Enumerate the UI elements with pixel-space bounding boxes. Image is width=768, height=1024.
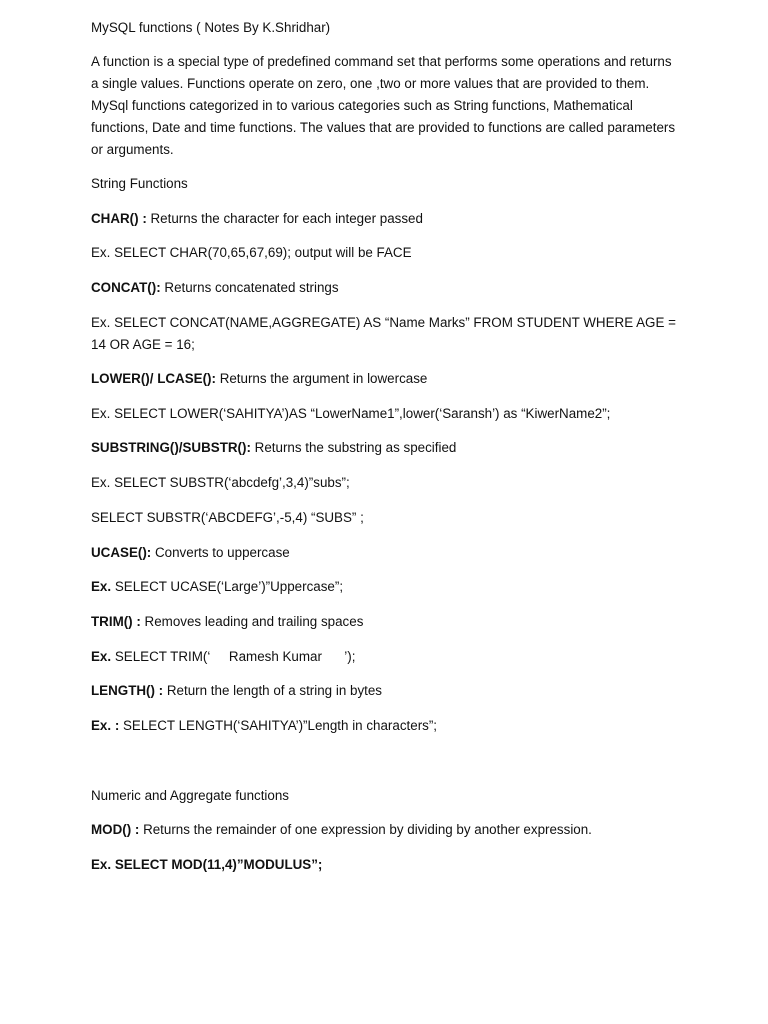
mod-definition (91, 819, 680, 841)
ucase-definition (91, 542, 680, 564)
ucase-example-code: SELECT UCASE(‘Large’)”Uppercase”; (111, 579, 344, 594)
ucase-example (91, 576, 680, 598)
trim-example-code: SELECT TRIM(‘ Ramesh Kumar ’); (111, 649, 356, 664)
mod-example: Ex. SELECT MOD(11,4)”MODULUS”; (91, 857, 323, 872)
concat-function-desc: Returns concatenated strings (160, 280, 339, 295)
length-function-name: LENGTH() : (91, 683, 164, 698)
lower-example: Ex. SELECT LOWER(‘SAHITYA’)AS “LowerName1”,lower(‘Saransh’) as “KiwerName2”; (91, 406, 611, 421)
mod-function-desc: Returns the remainder of one expression by dividing by another expression. (139, 822, 592, 837)
char-function-desc: Returns the character for each integer passed (146, 211, 423, 226)
length-example (91, 715, 680, 737)
char-example: Ex. SELECT CHAR(70,65,67,69); output will be FACE (91, 245, 412, 260)
length-definition (91, 680, 680, 702)
concat-definition (91, 277, 680, 299)
string-functions-heading: String Functions (91, 176, 188, 191)
substring-example-2: SELECT SUBSTR(‘ABCDEFG’,-5,4) “SUBS” ; (91, 510, 364, 525)
length-example-prefix: Ex. : (91, 718, 120, 733)
ucase-example-prefix: Ex. (91, 579, 112, 594)
document-title: MySQL functions ( Notes By K.Shridhar) (91, 20, 331, 35)
lower-definition (91, 368, 680, 390)
ucase-function-name: UCASE(): (91, 545, 152, 560)
lower-function-desc: Returns the argument in lowercase (215, 371, 428, 386)
trim-function-desc: Removes leading and trailing spaces (140, 614, 364, 629)
char-definition (91, 208, 680, 230)
numeric-functions-heading: Numeric and Aggregate functions (91, 788, 290, 803)
lower-function-name: LOWER()/ LCASE(): (91, 371, 216, 386)
substring-function-desc: Returns the substring as specified (250, 440, 457, 455)
concat-example: Ex. SELECT CONCAT(NAME,AGGREGATE) AS “Name Marks” FROM STUDENT WHERE AGE = 14 OR AGE = 16; (91, 315, 676, 352)
concat-function-name: CONCAT(): (91, 280, 161, 295)
length-function-desc: Return the length of a string in bytes (163, 683, 382, 698)
ucase-function-desc: Converts to uppercase (151, 545, 290, 560)
trim-function-name: TRIM() : (91, 614, 141, 629)
mod-function-name: MOD() : (91, 822, 140, 837)
substring-example-1: Ex. SELECT SUBSTR(‘abcdefg’,3,4)”subs”; (91, 475, 350, 490)
substring-function-name: SUBSTRING()/SUBSTR(): (91, 440, 251, 455)
substring-definition (91, 437, 680, 459)
trim-definition (91, 611, 680, 633)
char-function-name: CHAR() : (91, 211, 147, 226)
intro-paragraph: A function is a special type of predefined command set that performs some operations and returns a single values. Functions operate on zero, one ,two or more values that are provided to them. MySql functions categorized in to various categories such as String functions, Mathematical functions, Date and time functions. The values that are provided to functions are called parameters or arguments. (91, 54, 676, 157)
length-example-code: SELECT LENGTH(‘SAHITYA’)”Length in characters”; (119, 718, 438, 733)
trim-example-prefix: Ex. (91, 649, 112, 664)
trim-example (91, 646, 680, 668)
